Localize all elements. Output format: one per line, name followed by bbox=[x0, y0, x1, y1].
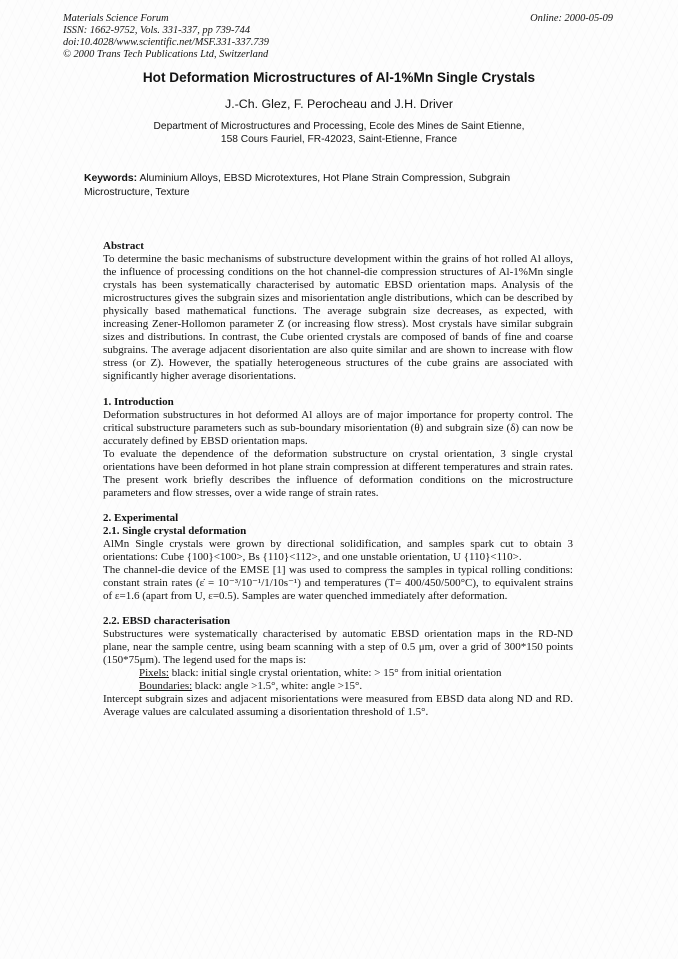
keywords-block bbox=[84, 172, 542, 199]
paper-title: Hot Deformation Microstructures of Al-1%Mn Single Crystals bbox=[142, 70, 536, 85]
keywords-label: Keywords: bbox=[84, 173, 138, 184]
section-2-2-para-1: Substructures were systematically characterised by automatic EBSD orientation maps in the RD-ND plane, near the sample centre, using beam scanning with a step of 0.5 μm, over a grid of 300*150 points (150*75μm). The legend used for the maps is: bbox=[103, 628, 573, 666]
online-date: Online: 2000-05-09 bbox=[530, 13, 613, 24]
section-1-para-2: To evaluate the dependence of the deformation substructure on crystal orientation, 3 single crystal orientations have been deformed in hot plane strain compression at different temperatures and strain rates. The present work briefly describes the influence of deformation conditions on the microstructure parameters and flow stresses, over a wide range of strain rates. bbox=[103, 448, 573, 499]
journal-doi-line: doi:10.4028/www.scientific.net/MSF.331-337.739 bbox=[63, 36, 269, 48]
abstract-heading: Abstract bbox=[103, 240, 144, 252]
section-2-2-heading: 2.2. EBSD characterisation bbox=[103, 615, 231, 627]
affiliation bbox=[96, 120, 582, 146]
journal-header bbox=[63, 13, 269, 61]
keywords-text: Aluminium Alloys, EBSD Microtextures, Hot Plane Strain Compression, Subgrain Microstructure, Texture bbox=[84, 173, 511, 198]
legend-pixels-text: black: initial single crystal orientation, white: > 15° from initial orientation bbox=[168, 667, 502, 679]
section-2-heading: 2. Experimental bbox=[103, 512, 179, 524]
paper-body bbox=[103, 240, 573, 719]
legend-pixels-line bbox=[103, 667, 573, 680]
section-1-para-1: Deformation substructures in hot deformed Al alloys are of major importance for property control. The critical substructure parameters such as sub-boundary misorientation (θ) and subgrain size (δ) can now be accurately defined by EBSD orientation maps. bbox=[103, 409, 573, 447]
affiliation-line-2: 158 Cours Fauriel, FR-42023, Saint-Etienne, France bbox=[220, 134, 458, 145]
affiliation-line-1: Department of Microstructures and Processing, Ecole des Mines de Saint Etienne, bbox=[153, 121, 525, 132]
authors: J.-Ch. Glez, F. Perocheau and J.H. Driver bbox=[225, 97, 453, 111]
section-2-1-para-1: AlMn Single crystals were grown by directional solidification, and samples spark cut to obtain 3 orientations: Cube {100}<100>, Bs {110}<112>, and one unstable orientation, U {110}<110>. bbox=[103, 538, 573, 563]
legend-boundaries-line bbox=[103, 680, 573, 693]
journal-issn-line: ISSN: 1662-9752, Vols. 331-337, pp 739-744 bbox=[63, 24, 251, 36]
title-block bbox=[96, 70, 582, 146]
section-2-2-para-2: Intercept subgrain sizes and adjacent misorientations were measured from EBSD data along ND and RD. Average values are calculated assuming a disorientation threshold of 1.5°. bbox=[103, 693, 573, 718]
legend-pixels-label: Pixels: bbox=[139, 667, 169, 679]
section-1-heading: 1. Introduction bbox=[103, 396, 174, 408]
legend-boundaries-text: black: angle >1.5°, white: angle >15°. bbox=[192, 680, 363, 692]
legend-boundaries-label: Boundaries: bbox=[139, 680, 193, 692]
section-2-1-heading: 2.1. Single crystal deformation bbox=[103, 525, 247, 537]
section-2-1-para-2: The channel-die device of the EMSE [1] was used to compress the samples in typical rolling conditions: constant strain rates (ε̇ = 10⁻³/10⁻¹/1/10s⁻¹) and temperatures (T= 400/450/500°C), to equivalent strains of ε=1.6 (apart from U, ε=0.5). Samples are water quenched immediately after deformation. bbox=[103, 564, 573, 602]
abstract-text: To determine the basic mechanisms of substructure development within the grains of hot rolled Al alloys, the influence of processing conditions on the hot channel-die compression structures of Al-1%Mn single crystals has been systematically characterised by automatic EBSD orientation maps. Analysis of the microstructures gives the subgrain sizes and misorientation angle distributions, which can be described by physically based mathematical functions. The average subgrain size decreases, as expected, with increasing Zener-Hollomon parameter Z (or increasing flow stress). Most crystals have similar subgrain sizes and distributions. In contrast, the Cube oriented crystals are composed of bands of fine and coarse subgrains. The average adjacent disorientation are also quite similar and are shown to increase with flow stress (or Z). However, the spatially heterogeneous structures of the cube grains are associated with significantly higher average disorientations. bbox=[103, 253, 573, 382]
journal-copyright-line: © 2000 Trans Tech Publications Ltd, Switzerland bbox=[63, 48, 269, 60]
journal-name: Materials Science Forum bbox=[63, 13, 169, 24]
